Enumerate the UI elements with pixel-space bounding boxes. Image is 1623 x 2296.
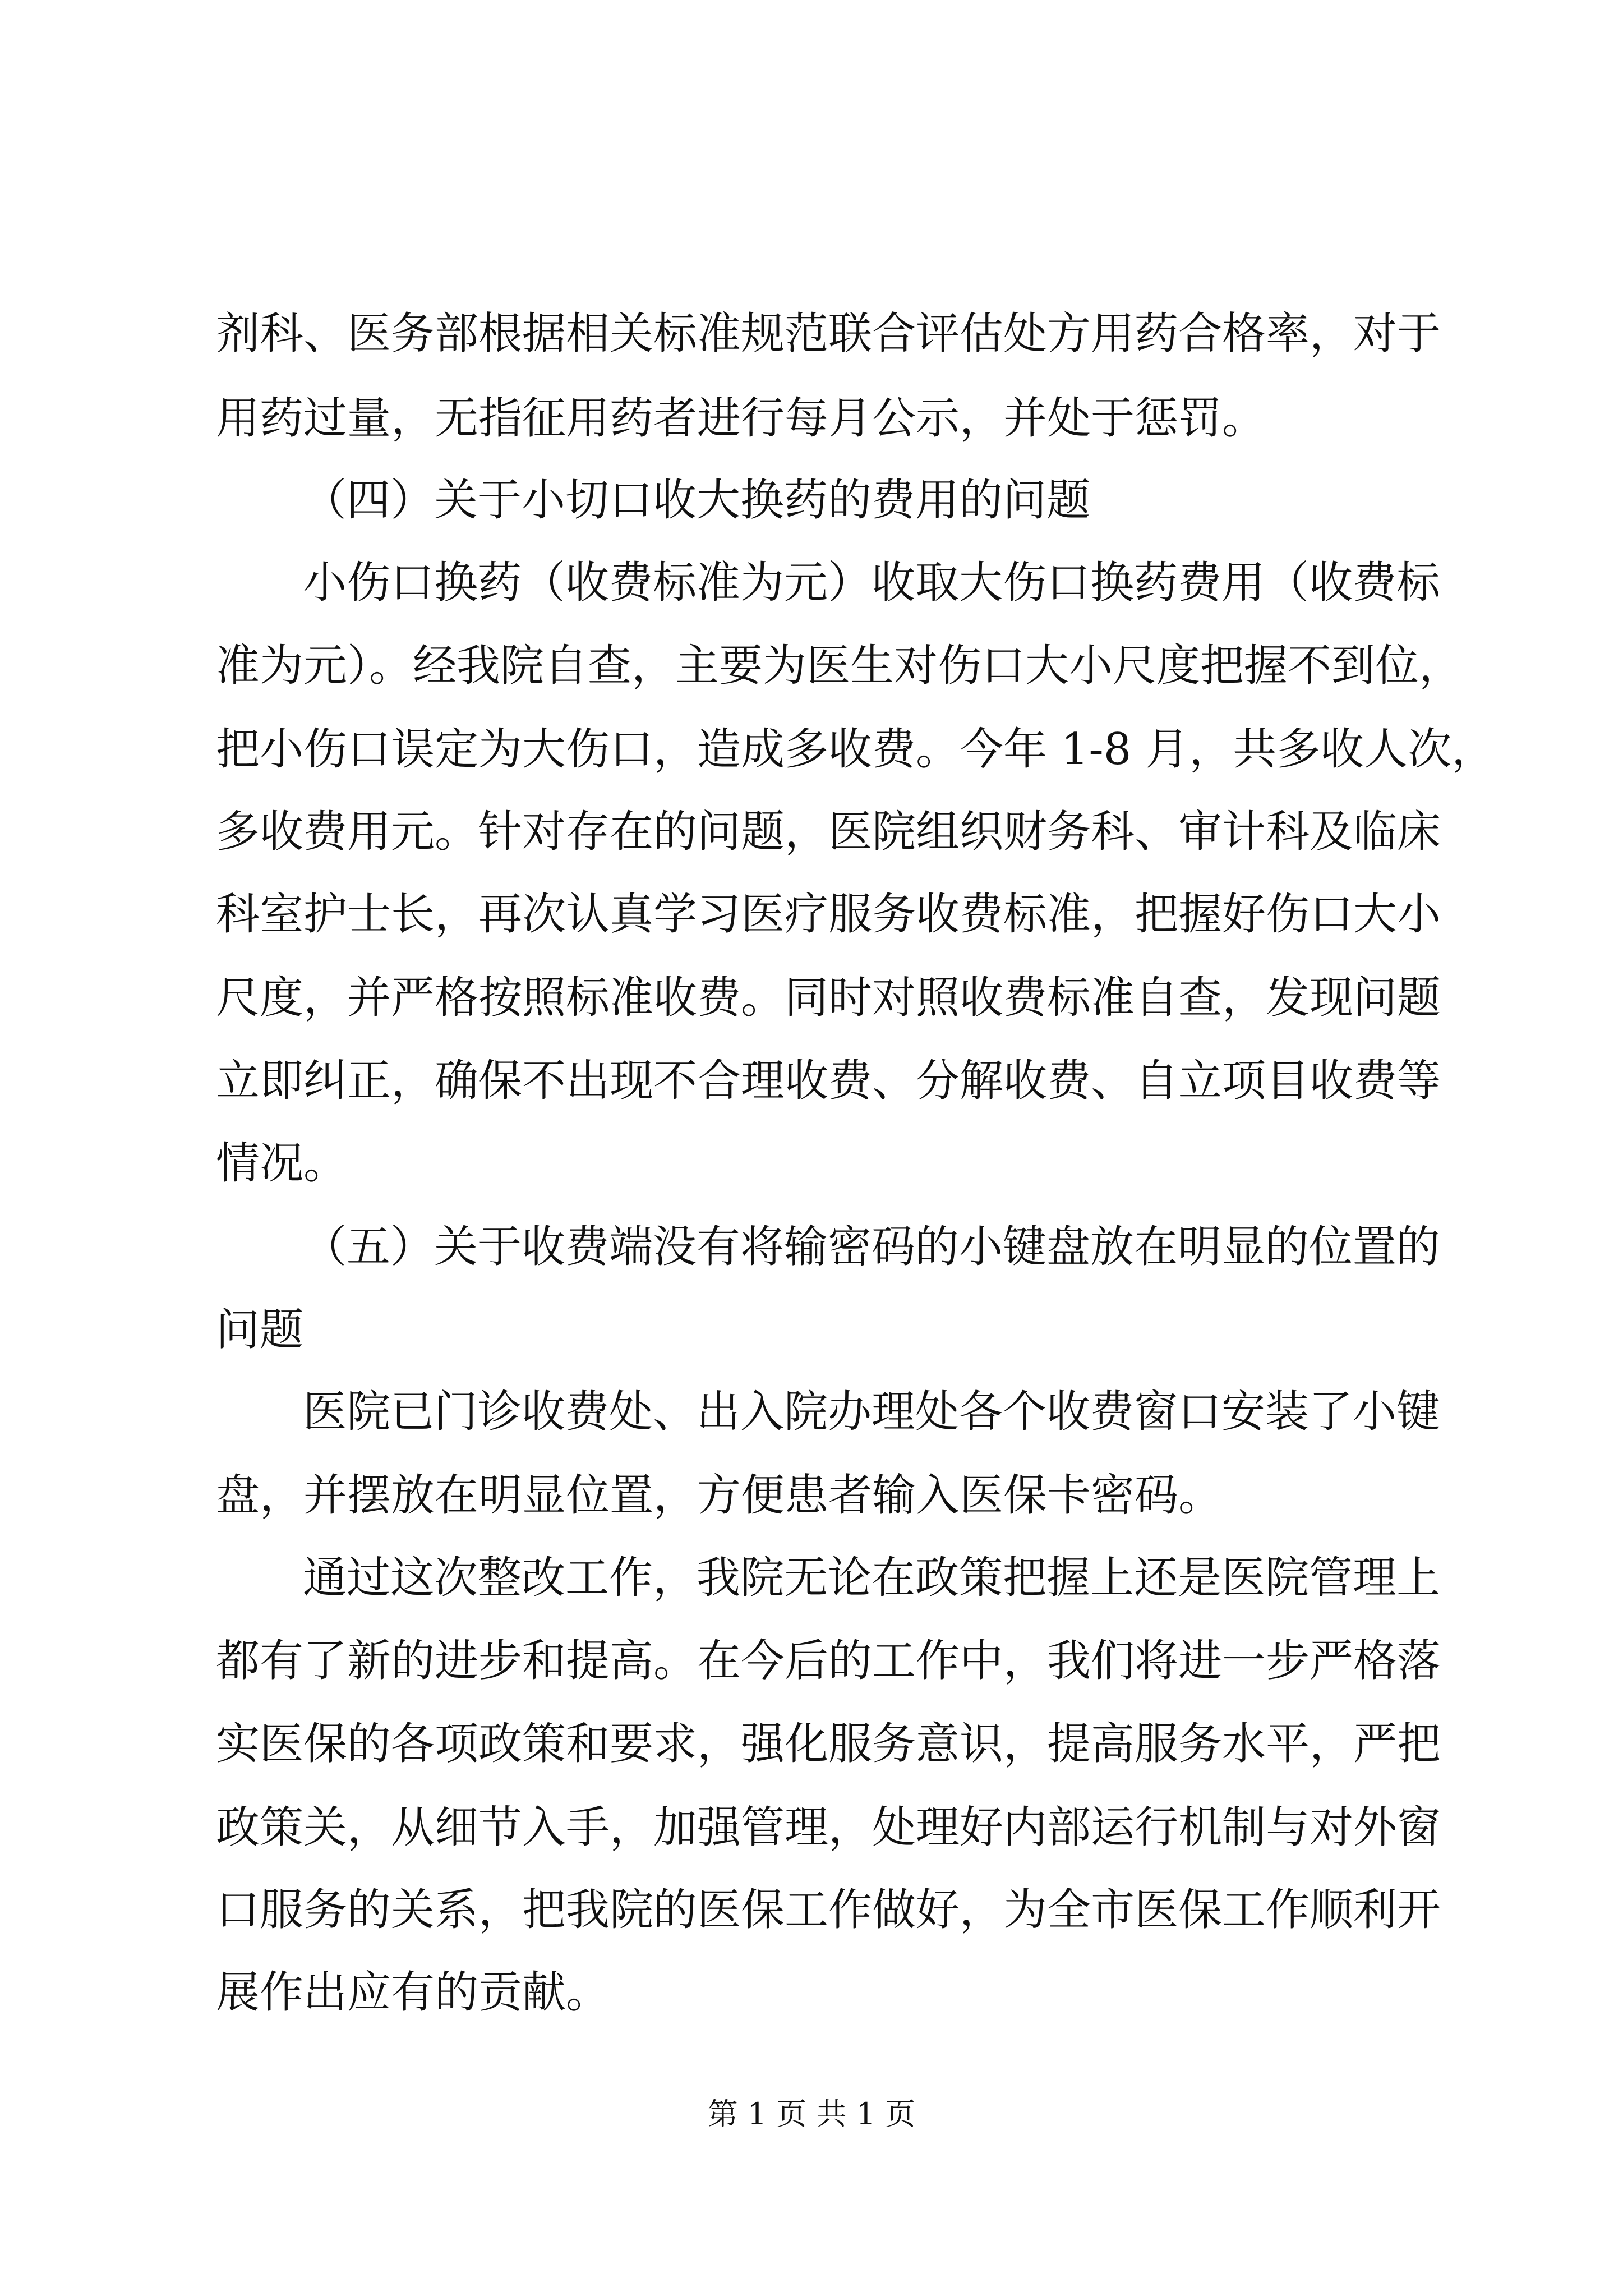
body-text-line: 用药过量，无指征用药者进行每月公示，并处于惩罚。 bbox=[216, 393, 1266, 444]
section-heading: （四）关于小切口收大换药的费用的问题 bbox=[303, 475, 1091, 526]
body-text-line: 口服务的关系，把我院的医保工作做好，为全市医保工作顺利开 bbox=[216, 1885, 1441, 1935]
body-text-line: 尺度，并严格按照标准收费。同时对照收费标准自查，发现问题 bbox=[216, 973, 1441, 1023]
paragraph-first-line: 小伤口换药（收费标准为元）收取大伤口换药费用（收费标 bbox=[303, 558, 1441, 608]
body-text-line: 科室护士长，再次认真学习医疗服务收费标准，把握好伤口大小 bbox=[216, 889, 1441, 940]
body-text-line: 把小伤口误定为大伤口，造成多收费。今年 1-8 月，共多收人次， bbox=[216, 724, 1496, 775]
body-text-line: 展作出应有的贡献。 bbox=[216, 1967, 610, 2018]
section-heading-continued: 问题 bbox=[216, 1305, 304, 1355]
body-text-line: 情况。 bbox=[216, 1138, 348, 1189]
paragraph-first-line: 通过这次整改工作，我院无论在政策把握上还是医院管理上 bbox=[303, 1553, 1441, 1603]
page-number-footer: 第 1 页 共 1 页 bbox=[707, 2096, 916, 2132]
body-text-line: 盘，并摆放在明显位置，方便患者输入医保卡密码。 bbox=[216, 1470, 1223, 1521]
paragraph-first-line: 医院已门诊收费处、出入院办理处各个收费窗口安装了小键 bbox=[303, 1387, 1441, 1437]
body-text-line: 政策关，从细节入手，加强管理，处理好内部运行机制与对外窗 bbox=[216, 1802, 1441, 1853]
body-text-line: 实医保的各项政策和要求，强化服务意识，提高服务水平，严把 bbox=[216, 1719, 1441, 1769]
body-text-line: 多收费用元。针对存在的问题，医院组织财务科、审计科及临床 bbox=[216, 807, 1441, 857]
section-heading: （五）关于收费端没有将输密码的小键盘放在明显的位置的 bbox=[303, 1222, 1441, 1272]
body-text-line: 剂科、医务部根据相关标准规范联合评估处方用药合格率，对于 bbox=[216, 309, 1441, 359]
body-text-line: 准为元）。经我院自查，主要为医生对伤口大小尺度把握不到位， bbox=[216, 641, 1463, 691]
body-text-line: 立即纠正，确保不出现不合理收费、分解收费、自立项目收费等 bbox=[216, 1056, 1441, 1106]
body-text-line: 都有了新的进步和提高。在今后的工作中，我们将进一步严格落 bbox=[216, 1636, 1441, 1686]
